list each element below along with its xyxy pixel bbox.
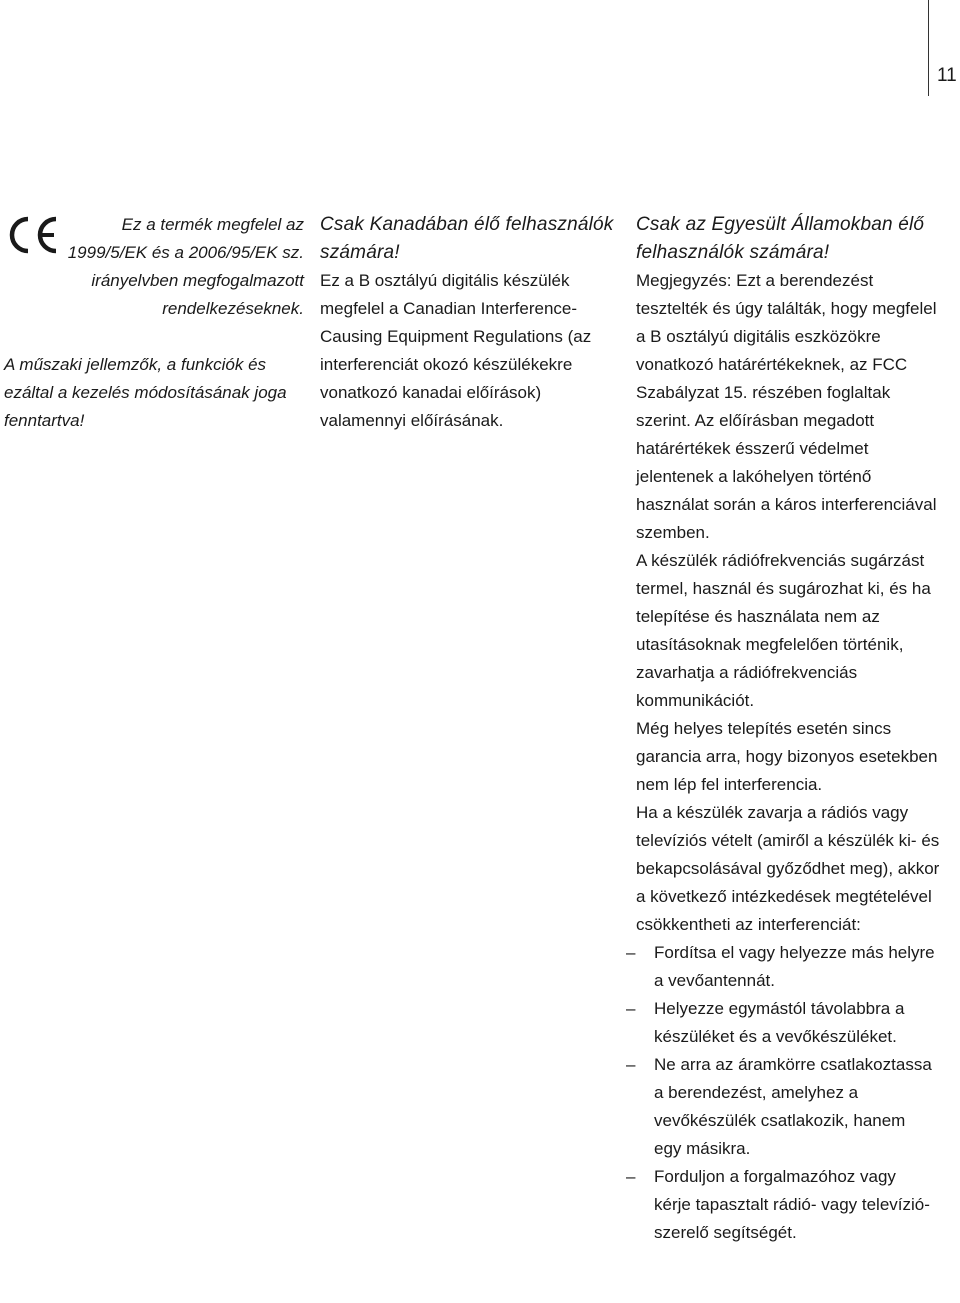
canada-body: Ez a B osztályú digitális készülék megfelel a Canadian Interference-Causing Equipment Regulations (az interferenciát okozó készülékekre vonatkozó kanadai előírások) valamennyi előírásának.	[320, 271, 592, 430]
usa-heading: Csak az Egyesült Államokban élő felhasználók számára!	[636, 214, 925, 263]
list-item-text: Fordítsa el vagy helyezze más helyre a vevőantennát.	[654, 943, 935, 990]
dash-marker: –	[626, 999, 636, 1018]
list-item	[626, 1051, 936, 1163]
usa-paragraph: Ha a készülék zavarja a rádiós vagy televíziós vételt (amiről a készülék ki- és bekapcsolásával győződhet meg), akkor a következő intézkedések megtételével csökkentheti az interferenciát:	[636, 803, 940, 934]
rights-reserved-text: A műszaki jellemzők, a funkciók és ezáltal a kezelés módosításának joga fenntartva!	[4, 355, 287, 430]
list-item	[626, 995, 936, 1051]
dash-marker: –	[626, 943, 636, 962]
left-column	[4, 211, 304, 435]
usa-paragraph: Még helyes telepítés esetén sincs garancia arra, hogy bizonyos esetekben nem lép fel interferencia.	[636, 719, 938, 794]
dash-marker: –	[626, 1055, 636, 1074]
middle-column	[320, 211, 620, 435]
ce-conformity-text: Ez a termék megfelel az 1999/5/EK és a 2006/95/EK sz. irányelvben megfogalmazott rendelkezéseknek.	[67, 215, 304, 318]
canada-heading: Csak Kanadában élő felhasználók számára!	[320, 214, 614, 263]
list-item	[626, 939, 936, 995]
usa-paragraph: A készülék rádiófrekvenciás sugárzást termel, használ és sugározhat ki, és ha telepítése és használata nem az utasításoknak megfelelően történik, zavarhatja a rádiófrekvenciás kommunikációt.	[636, 551, 931, 710]
page-number: 11	[937, 65, 957, 86]
list-item-text: Forduljon a forgalmazóhoz vagy kérje tapasztalt rádió- vagy televízió-szerelő segítségét.	[654, 1167, 930, 1242]
list-item-text: Helyezze egymástól távolabbra a készüléket és a vevőkészüléket.	[654, 999, 905, 1046]
dash-marker: –	[626, 1167, 636, 1186]
list-item	[626, 1163, 936, 1247]
page-edge-rule	[928, 0, 929, 96]
list-item-text: Ne arra az áramkörre csatlakoztassa a berendezést, amelyhez a vevőkészülék csatlakozik, hanem egy másikra.	[654, 1055, 932, 1158]
measures-list	[626, 939, 936, 1247]
right-column	[626, 211, 946, 1247]
usa-paragraph: Megjegyzés: Ezt a berendezést tesztelték és úgy találták, hogy megfelel a B osztályú digitális eszközökre vonatkozó határértékeknek, az FCC Szabályzat 15. részében foglaltak szerint. Az előírásban megadott határértékek ésszerű védelmet jelentenek a lakóhelyen történő használat során a káros interferenciával szemben.	[636, 271, 937, 542]
